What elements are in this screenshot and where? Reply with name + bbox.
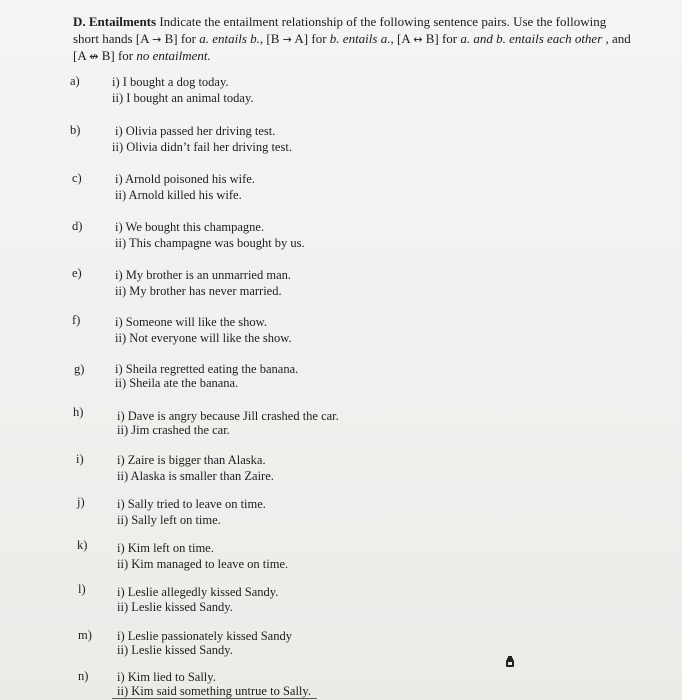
item-label: i) bbox=[76, 452, 84, 466]
sentence-1: i) Zaire is bigger than Alaska. bbox=[117, 453, 266, 467]
section-heading: Entailments bbox=[88, 14, 157, 29]
underline-rule bbox=[112, 698, 317, 699]
sentence-2: ii) Kim said something untrue to Sally. bbox=[117, 684, 311, 698]
sentence-2: ii) Kim managed to leave on time. bbox=[117, 557, 289, 571]
item-label: l) bbox=[78, 582, 86, 596]
sentence-1: i) Olivia passed her driving test. bbox=[115, 124, 276, 138]
sentence-2: ii) Not everyone will like the show. bbox=[115, 331, 292, 345]
sentence-2: ii) Leslie kissed Sandy. bbox=[117, 643, 233, 657]
sentence-1: i) Leslie passionately kissed Sandy bbox=[117, 629, 292, 643]
item-label: b) bbox=[70, 123, 81, 137]
arrow-none-icon: ↮ bbox=[89, 50, 99, 63]
sentence-1: i) Dave is angry because Jill crashed the car. bbox=[117, 409, 339, 423]
instructions-paragraph: D. Entailments Indicate the entailment relationship of the following sentence pairs. Use the following short hands [A → B] for a. entails b., [B → A] for b. entails a., [A ↔ B] for a. and b. entails each other , and [A ↮ B] for no entailment. bbox=[73, 14, 631, 63]
sentence-2: ii) Olivia didn’t fail her driving test. bbox=[112, 140, 292, 154]
item-label: g) bbox=[74, 362, 85, 376]
sentence-2: ii) Jim crashed the car. bbox=[117, 423, 230, 437]
mouse-cursor-icon bbox=[505, 656, 515, 668]
sentence-1: i) I bought a dog today. bbox=[112, 75, 229, 89]
sentence-2: ii) Arnold killed his wife. bbox=[115, 188, 242, 202]
sentence-1: i) Sally tried to leave on time. bbox=[117, 497, 266, 511]
sentence-2: ii) My brother has never married. bbox=[115, 284, 282, 298]
sentence-1: i) Someone will like the show. bbox=[115, 315, 267, 329]
item-label: d) bbox=[72, 219, 83, 233]
sentence-1: i) Kim left on time. bbox=[117, 541, 214, 555]
item-label: f) bbox=[72, 313, 81, 327]
sentence-1: i) Sheila regretted eating the banana. bbox=[115, 362, 299, 376]
sentence-2: ii) Sheila ate the banana. bbox=[115, 376, 239, 390]
item-label: k) bbox=[77, 538, 88, 552]
item-label: m) bbox=[78, 628, 92, 642]
item-label: e) bbox=[72, 266, 82, 280]
sentence-1: i) Leslie allegedly kissed Sandy. bbox=[117, 585, 279, 599]
item-label: a) bbox=[70, 74, 80, 88]
sentence-2: ii) I bought an animal today. bbox=[112, 91, 254, 105]
item-label: j) bbox=[77, 495, 85, 509]
sentence-1: i) Arnold poisoned his wife. bbox=[115, 172, 255, 186]
item-label: h) bbox=[73, 405, 84, 419]
sentence-1: i) My brother is an unmarried man. bbox=[115, 268, 291, 282]
sentence-1: i) Kim lied to Sally. bbox=[117, 670, 216, 684]
item-label: n) bbox=[78, 669, 89, 683]
arrow-right-icon: → bbox=[282, 32, 292, 46]
sentence-2: ii) Alaska is smaller than Zaire. bbox=[117, 469, 274, 483]
section-number: D. bbox=[73, 14, 86, 29]
arrow-both-icon: ↔ bbox=[413, 32, 423, 46]
sentence-2: ii) Sally left on time. bbox=[117, 513, 221, 527]
arrow-right-icon: → bbox=[152, 32, 162, 46]
sentence-2: ii) Leslie kissed Sandy. bbox=[117, 600, 233, 614]
sentence-2: ii) This champagne was bought by us. bbox=[115, 236, 305, 250]
item-label: c) bbox=[72, 171, 82, 185]
sentence-1: i) We bought this champagne. bbox=[115, 220, 265, 234]
